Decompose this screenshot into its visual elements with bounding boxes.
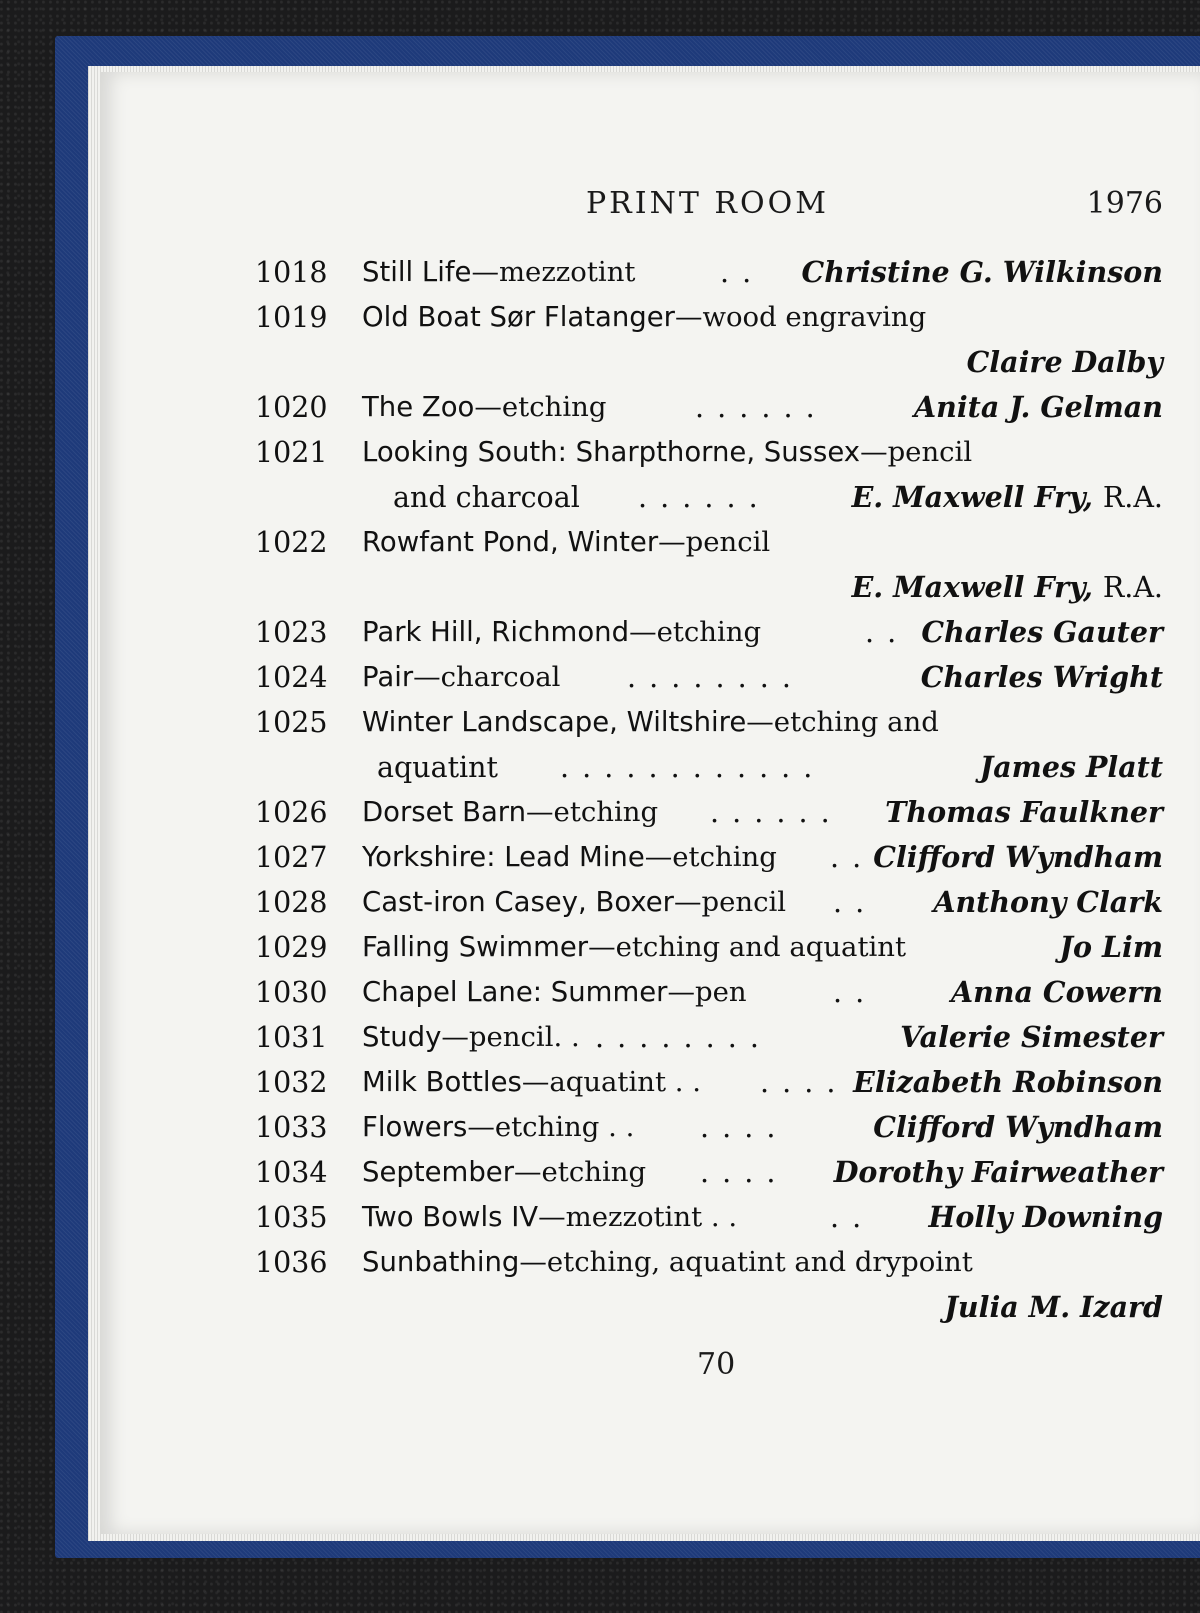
entry-number: 1033 xyxy=(255,1111,328,1144)
leader-dots: . . . . . . . . xyxy=(627,661,793,694)
catalogue-entry-continued xyxy=(255,1285,1163,1330)
entry-title-text: Two Bowls IV xyxy=(362,1201,539,1233)
leader-dots: . . . . xyxy=(760,1066,838,1099)
leader-dots: . . . . xyxy=(700,1156,778,1189)
entry-number: 1025 xyxy=(255,706,328,739)
catalogue-entry xyxy=(255,1060,1163,1105)
entry-title xyxy=(362,1060,701,1105)
leader-dots: . . xyxy=(865,616,899,649)
running-head-year: 1976 xyxy=(1086,186,1163,221)
entry-title xyxy=(362,835,777,880)
entry-title-text: Winter Landscape, Wiltshire xyxy=(362,706,747,738)
entry-medium: —pencil xyxy=(658,526,771,558)
entry-title-text: Flowers xyxy=(362,1111,468,1143)
entry-artist: Anna Cowern xyxy=(950,975,1163,1009)
entry-artist: Clifford Wyndham xyxy=(873,1110,1163,1144)
entry-medium: —pencil xyxy=(860,436,973,468)
entry-medium: —mezzotint xyxy=(471,256,636,288)
catalogue-entry xyxy=(255,655,1163,700)
entry-number: 1023 xyxy=(255,616,328,649)
leader-dots: . . . . . . xyxy=(638,481,760,514)
entry-number: 1020 xyxy=(255,391,328,424)
leader-dots: . . . . xyxy=(700,1111,778,1144)
entry-artist: Clifford Wyndham xyxy=(873,840,1163,874)
entry-title-text: Chapel Lane: Summer xyxy=(362,976,668,1008)
entry-number: 1018 xyxy=(255,256,328,289)
entry-number: 1029 xyxy=(255,931,328,964)
leader-dots: . . xyxy=(830,841,864,874)
catalogue-entry xyxy=(255,250,1163,295)
catalogue-entry xyxy=(255,790,1163,835)
catalogue-entry xyxy=(255,1015,1163,1060)
entry-title xyxy=(362,655,560,700)
entry-continuation: and charcoal xyxy=(393,481,580,514)
catalogue-entry xyxy=(255,1150,1163,1195)
entry-number: 1031 xyxy=(255,1021,328,1054)
entry-number: 1019 xyxy=(255,301,328,334)
catalogue-entry-continued xyxy=(255,565,1163,610)
entry-medium: —charcoal xyxy=(413,661,561,693)
entry-artist: James Platt xyxy=(979,750,1163,784)
entry-artist-name: E. Maxwell Fry, xyxy=(851,570,1093,604)
entry-number: 1024 xyxy=(255,661,328,694)
entry-number: 1030 xyxy=(255,976,328,1009)
entry-artist: Valerie Simester xyxy=(900,1020,1163,1054)
entry-artist: Dorothy Fairweather xyxy=(833,1155,1163,1189)
entry-title xyxy=(362,430,972,475)
entry-medium: —etching, aquatint and drypoint xyxy=(519,1246,973,1278)
entry-title xyxy=(362,880,786,925)
catalogue-entry xyxy=(255,610,1163,655)
catalogue-entry xyxy=(255,925,1163,970)
entry-title xyxy=(362,610,761,655)
entry-artist xyxy=(852,565,1163,610)
catalogue-entry xyxy=(255,970,1163,1015)
entry-medium: —wood engraving xyxy=(674,301,927,333)
entry-title-text: Milk Bottles xyxy=(362,1066,522,1098)
entry-title xyxy=(362,700,939,745)
entry-number: 1034 xyxy=(255,1156,328,1189)
entry-title-text: Dorset Barn xyxy=(362,796,527,828)
catalogue-entry xyxy=(255,700,1163,745)
leader-dots: . . . . . . xyxy=(695,391,817,424)
entry-medium: —etching and xyxy=(746,706,939,738)
entry-medium: —etching xyxy=(514,1156,647,1188)
entry-title xyxy=(362,250,635,295)
entry-title xyxy=(362,385,606,430)
page-number: 70 xyxy=(697,1347,736,1382)
entry-artist: Christine G. Wilkinson xyxy=(801,255,1163,289)
entry-number: 1032 xyxy=(255,1066,328,1099)
entry-title xyxy=(362,1105,634,1150)
catalogue-entry xyxy=(255,430,1163,475)
entry-number: 1028 xyxy=(255,886,328,919)
leader-dots: . . xyxy=(833,976,867,1009)
entry-medium: —etching . . xyxy=(467,1111,635,1143)
entry-artist: Elizabeth Robinson xyxy=(853,1065,1163,1099)
catalogue-entry xyxy=(255,835,1163,880)
entry-title xyxy=(362,295,926,340)
entry-title-text: Falling Swimmer xyxy=(362,931,589,963)
entry-medium: —etching xyxy=(526,796,659,828)
entry-medium: —etching xyxy=(629,616,762,648)
catalogue-entry xyxy=(255,520,1163,565)
entry-title xyxy=(362,1195,737,1240)
running-head-title: PRINT ROOM xyxy=(586,186,829,221)
artist-suffix: R.A. xyxy=(1102,481,1163,514)
leader-dots: . . . . . . . . xyxy=(595,1021,761,1054)
entry-title xyxy=(362,1240,973,1285)
entry-title-text: Rowfant Pond, Winter xyxy=(362,526,659,558)
entry-number: 1026 xyxy=(255,796,328,829)
leader-dots: . . xyxy=(830,1201,864,1234)
catalogue-entry-continued xyxy=(255,340,1163,385)
leader-dots: . . xyxy=(720,256,754,289)
catalogue-entries xyxy=(255,250,1163,1330)
entry-title-text: Cast-iron Casey, Boxer xyxy=(362,886,674,918)
entry-number: 1021 xyxy=(255,436,328,469)
leader-dots: . . . . . . . . . . . . xyxy=(560,751,815,784)
entry-title-text: The Zoo xyxy=(362,391,475,423)
entry-number: 1022 xyxy=(255,526,328,559)
entry-number: 1036 xyxy=(255,1246,328,1279)
entry-title-text: Park Hill, Richmond xyxy=(362,616,630,648)
entry-medium: —pen xyxy=(667,976,747,1008)
entry-title xyxy=(362,1015,580,1060)
entry-title xyxy=(362,790,658,835)
entry-title-text: Pair xyxy=(362,661,414,693)
entry-number: 1035 xyxy=(255,1201,328,1234)
entry-artist: Charles Gauter xyxy=(921,615,1163,649)
catalogue-entry xyxy=(255,1105,1163,1150)
entry-artist: Anthony Clark xyxy=(933,885,1163,919)
entry-medium: —etching xyxy=(474,391,607,423)
catalogue-entry xyxy=(255,1195,1163,1240)
entry-artist: Thomas Faulkner xyxy=(885,795,1163,829)
catalogue-entry xyxy=(255,1240,1163,1285)
entry-medium: —etching xyxy=(644,841,777,873)
catalogue-entry-continued xyxy=(255,475,1163,520)
entry-title-text: Sunbathing xyxy=(362,1246,520,1278)
entry-title xyxy=(362,520,770,565)
catalogue-entry xyxy=(255,385,1163,430)
leader-dots: . . . . . . xyxy=(710,796,832,829)
entry-medium: —etching and aquatint xyxy=(588,931,907,963)
entry-artist: Anita J. Gelman xyxy=(914,390,1163,424)
entry-artist: Jo Lim xyxy=(1059,930,1163,964)
entry-medium: —pencil xyxy=(673,886,787,918)
entry-artist-name: E. Maxwell Fry, xyxy=(851,480,1093,514)
entry-title xyxy=(362,970,747,1015)
entry-title-text: Study xyxy=(362,1021,442,1053)
entry-artist: Julia M. Izard xyxy=(944,1290,1163,1324)
entry-title xyxy=(362,1150,646,1195)
entry-title-text: Old Boat Sør Flatanger xyxy=(362,301,675,333)
artist-suffix: R.A. xyxy=(1102,571,1163,604)
entry-continuation: aquatint xyxy=(377,751,498,784)
entry-title-text: Yorkshire: Lead Mine xyxy=(362,841,645,873)
entry-medium: —mezzotint . . xyxy=(538,1201,738,1233)
entry-title-text: Still Life xyxy=(362,256,472,288)
entry-medium: —pencil. . xyxy=(441,1021,580,1053)
entry-artist: Holly Downing xyxy=(928,1200,1163,1234)
entry-title xyxy=(362,925,906,970)
entry-artist: Claire Dalby xyxy=(966,345,1163,379)
entry-title-text: September xyxy=(362,1156,515,1188)
catalogue-entry xyxy=(255,880,1163,925)
entry-artist: Charles Wright xyxy=(920,660,1163,694)
catalogue-entry-continued xyxy=(255,745,1163,790)
catalogue-entry xyxy=(255,295,1163,340)
entry-number: 1027 xyxy=(255,841,328,874)
entry-artist xyxy=(852,475,1163,520)
entry-medium: —aquatint . . xyxy=(521,1066,702,1098)
leader-dots: . . xyxy=(833,886,867,919)
entry-title-text: Looking South: Sharpthorne, Sussex xyxy=(362,436,861,468)
